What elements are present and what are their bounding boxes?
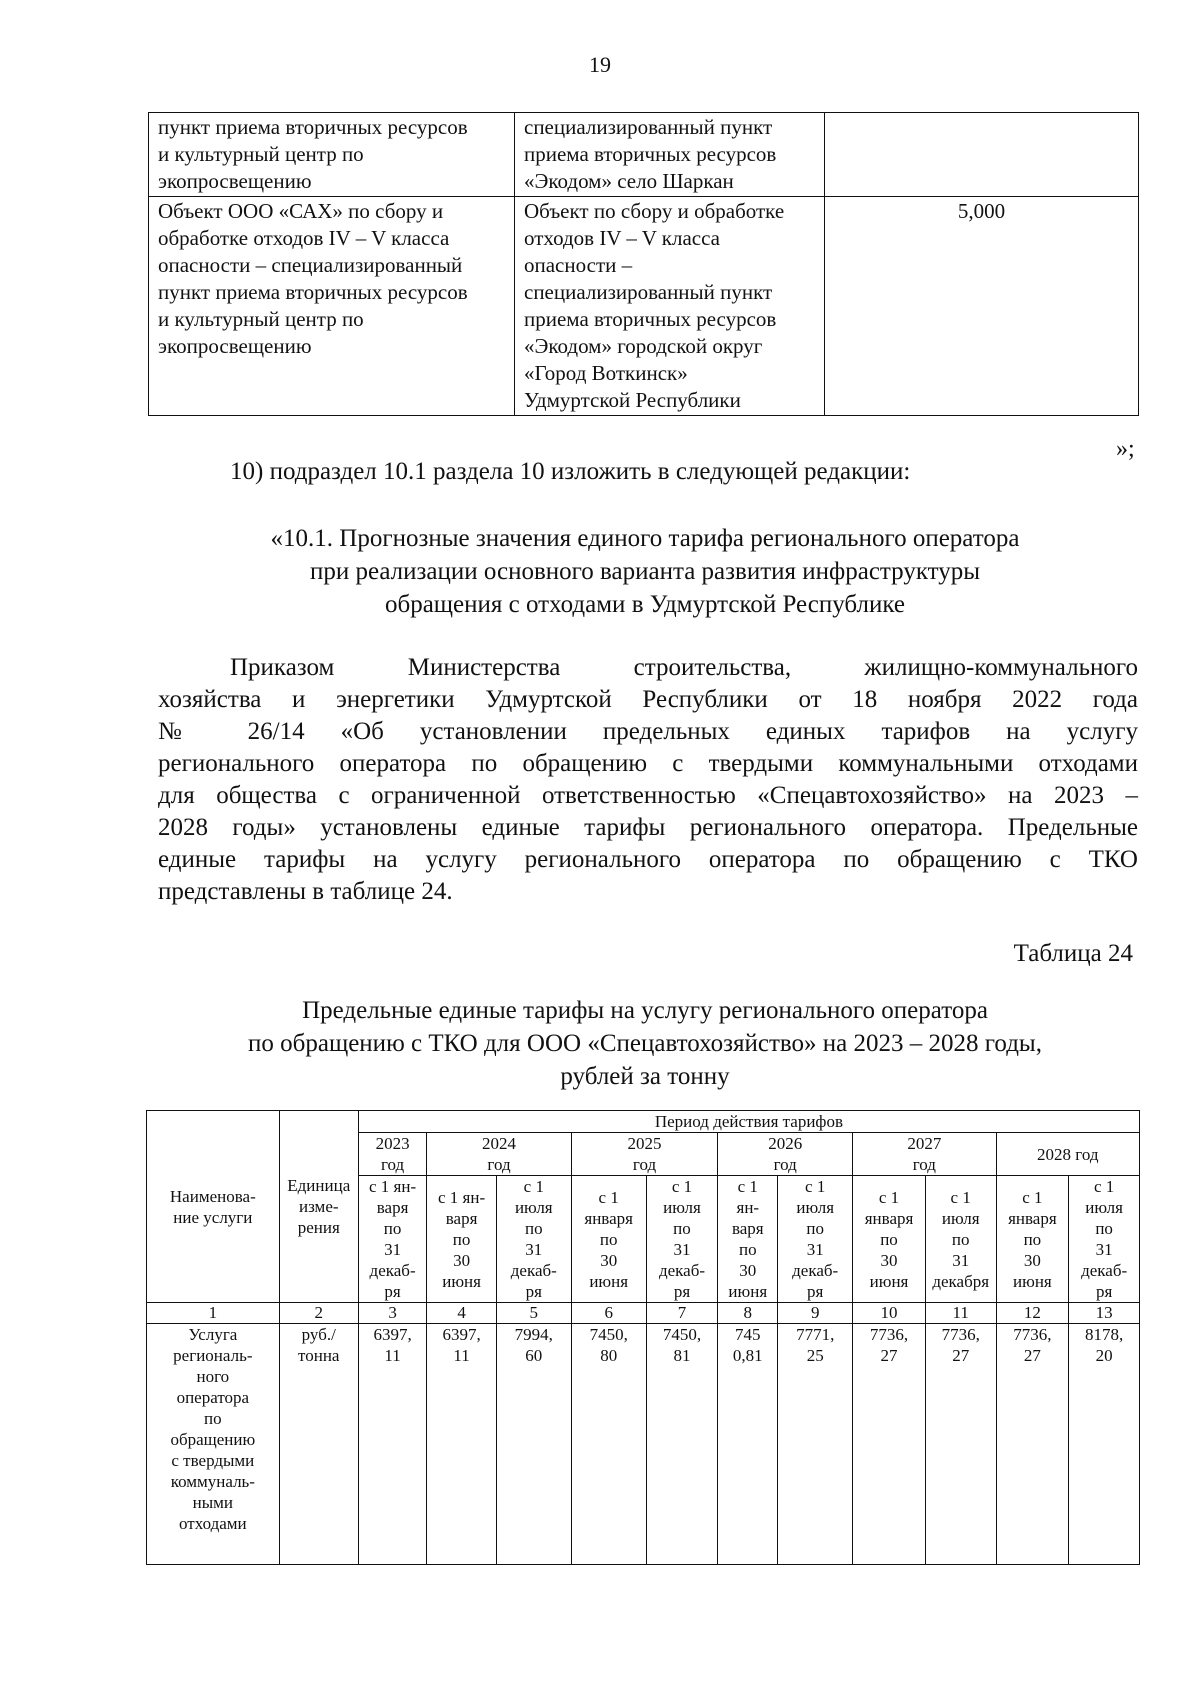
page-number: 19 xyxy=(589,52,611,77)
unit-cell: руб./ тонна xyxy=(279,1324,358,1565)
table-row xyxy=(149,197,1139,416)
period-cell: с 1 января по 30 июня xyxy=(853,1176,926,1303)
facility-object-cell: специализированный пункт приема вторичных ресурсов «Экодом» село Шаркан xyxy=(515,113,825,197)
table-title-line: по обращению с ТКО для ООО «Спецавтохозяйство» на 2023 – 2028 годы, xyxy=(248,1030,1042,1057)
tariff-value: 7736, 27 xyxy=(925,1324,996,1565)
service-name-cell: Услуга региональ- ного оператора по обращению с твердыми коммуналь- ными отходами xyxy=(147,1324,280,1565)
paragraph-line: регионального оператора по обращению с твердыми коммунальными отходами xyxy=(158,750,1138,777)
column-number: 12 xyxy=(996,1303,1069,1324)
table-label: Таблица 24 xyxy=(1013,940,1133,967)
tariff-value: 7771, 25 xyxy=(778,1324,853,1565)
period-cell: с 1 июля по 31 декаб- ря xyxy=(646,1176,718,1303)
period-cell: с 1 ян- варя по 30 июня xyxy=(718,1176,778,1303)
closing-quote: »; xyxy=(1116,436,1135,462)
amendment-item: 10) подраздел 10.1 раздела 10 изложить в следующей редакции: xyxy=(230,458,911,485)
year-header: 2027 год xyxy=(853,1133,996,1176)
section-title-line: обращения с отходами в Удмуртской Республике xyxy=(384,591,905,618)
column-number: 8 xyxy=(718,1303,778,1324)
table-title-line: рублей за тонну xyxy=(560,1063,730,1090)
year-header: 2024 год xyxy=(427,1133,571,1176)
column-number: 6 xyxy=(571,1303,646,1324)
paragraph-line: Приказом Министерства строительства, жилищно-коммунального xyxy=(230,654,1138,681)
facility-name-cell: Объект ООО «САХ» по сбору и обработке отходов IV – V класса опасности – специализированный пункт приема вторичных ресурсов и культурный центр по экопросвещению xyxy=(149,197,515,416)
unit-header: Единица изме- рения xyxy=(279,1111,358,1303)
table-row xyxy=(147,1324,1140,1565)
column-number: 7 xyxy=(646,1303,718,1324)
tariff-value: 7736, 27 xyxy=(853,1324,926,1565)
column-number: 3 xyxy=(358,1303,426,1324)
column-number-row xyxy=(147,1303,1140,1324)
column-number: 9 xyxy=(778,1303,853,1324)
paragraph-line: единые тарифы на услугу регионального оператора по обращению с ТКО xyxy=(158,846,1138,873)
table-header-row xyxy=(147,1111,1140,1133)
column-number: 11 xyxy=(925,1303,996,1324)
period-cell: с 1 ян- варя по 30 июня xyxy=(427,1176,497,1303)
capacity-cell: 5,000 xyxy=(825,197,1139,416)
year-header: 2025 год xyxy=(571,1133,718,1176)
column-number: 10 xyxy=(853,1303,926,1324)
facility-name-cell: пункт приема вторичных ресурсов и культурный центр по экопросвещению xyxy=(149,113,515,197)
tariff-value: 7994, 60 xyxy=(496,1324,571,1565)
service-name-header: Наименова- ние услуги xyxy=(147,1111,280,1303)
column-number: 2 xyxy=(279,1303,358,1324)
paragraph-line: представлены в таблице 24. xyxy=(158,878,453,905)
year-header: 2023 год xyxy=(358,1133,426,1176)
capacity-cell xyxy=(825,113,1139,197)
column-number: 13 xyxy=(1069,1303,1140,1324)
facilities-table xyxy=(148,112,1139,416)
period-cell: с 1 июля по 31 декаб- ря xyxy=(1069,1176,1140,1303)
period-cell: с 1 января по 30 июня xyxy=(571,1176,646,1303)
paragraph-line: 2028 годы» установлены единые тарифы регионального оператора. Предельные xyxy=(158,814,1138,841)
paragraph-line: хозяйства и энергетики Удмуртской Республики от 18 ноября 2022 года xyxy=(158,686,1138,713)
section-title-line: при реализации основного варианта развития инфраструктуры xyxy=(309,558,981,585)
tariff-value: 7736, 27 xyxy=(996,1324,1069,1565)
facility-object-cell: Объект по сбору и обработке отходов IV – V класса опасности – специализированный пункт приема вторичных ресурсов «Экодом» городской округ «Город Воткинск» Удмуртской Республики xyxy=(515,197,825,416)
period-cell: с 1 января по 30 июня xyxy=(996,1176,1069,1303)
table-title-line: Предельные единые тарифы на услугу регионального оператора xyxy=(302,997,988,1024)
paragraph-line: для общества с ограниченной ответственностью «Спецавтохозяйство» на 2023 – xyxy=(158,782,1138,809)
table-row xyxy=(149,113,1139,197)
paragraph-line: № 26/14 «Об установлении предельных единых тарифов на услугу xyxy=(158,718,1138,745)
period-header: Период действия тарифов xyxy=(358,1111,1139,1133)
tariff-table xyxy=(146,1110,1140,1565)
section-title xyxy=(150,522,1140,621)
period-cell: с 1 июля по 31 декаб- ря xyxy=(496,1176,571,1303)
period-cell: с 1 июля по 31 декабря xyxy=(925,1176,996,1303)
period-cell: с 1 июля по 31 декаб- ря xyxy=(778,1176,853,1303)
section-title-line: «10.1. Прогнозные значения единого тарифа регионального оператора xyxy=(270,525,1020,552)
tariff-value: 7450, 81 xyxy=(646,1324,718,1565)
tariff-value: 6397, 11 xyxy=(427,1324,497,1565)
column-number: 1 xyxy=(147,1303,280,1324)
column-number: 4 xyxy=(427,1303,497,1324)
column-number: 5 xyxy=(496,1303,571,1324)
table-title xyxy=(150,994,1140,1093)
tariff-value: 7450, 80 xyxy=(571,1324,646,1565)
year-header: 2026 год xyxy=(718,1133,853,1176)
tariff-value: 745 0,81 xyxy=(718,1324,778,1565)
tariff-value: 8178, 20 xyxy=(1069,1324,1140,1565)
tariff-value: 6397, 11 xyxy=(358,1324,426,1565)
year-header: 2028 год xyxy=(996,1133,1140,1176)
period-cell: с 1 ян- варя по 31 декаб- ря xyxy=(358,1176,426,1303)
body-paragraph xyxy=(158,652,1138,908)
